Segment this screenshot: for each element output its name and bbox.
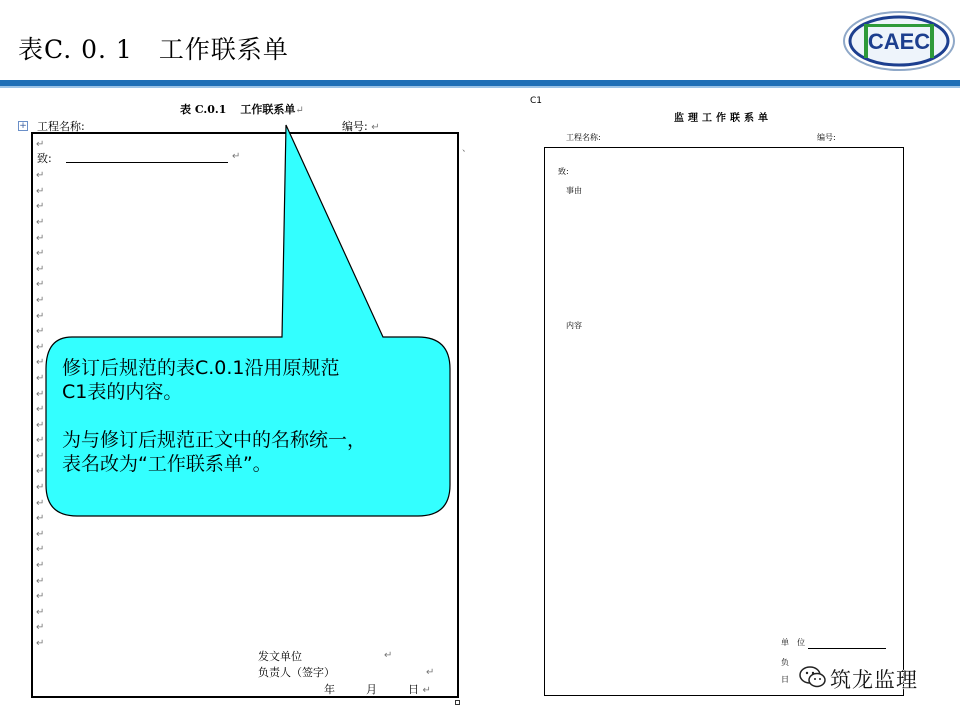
paragraph-marks: ↵ ↵ ↵ ↵ ↵ ↵ ↵ ↵ ↵ ↵ ↵ ↵ ↵ ↵ ↵ ↵ ↵ ↵ ↵ ↵ ↵ ↵ ↵ ↵ ↵ ↵ ↵ ↵ ↵ ↵ ↵ ↵	[36, 139, 45, 649]
callout-line-1: 修订后规范的表C.0.1沿用原规范	[62, 357, 340, 379]
right-unit-label: 单 位	[781, 638, 805, 647]
left-form-name: 工作联系单	[240, 103, 296, 116]
watermark-text: 筑龙监理	[830, 668, 918, 692]
right-number-label: 编号:	[817, 133, 836, 142]
left-project-label: 工程名称:	[37, 120, 85, 133]
right-content-label: 内容	[566, 321, 582, 330]
left-date-month: 月	[366, 683, 377, 696]
callout-line-3: 为与修订后规范正文中的名称统一，	[62, 429, 367, 451]
return-mark: ↵	[232, 151, 241, 162]
callout-text	[62, 356, 442, 476]
left-form-code: 表 C.0.1	[180, 103, 227, 116]
left-sign-unit: 发文单位	[258, 650, 302, 663]
left-date-year: 年	[324, 683, 335, 696]
return-mark: ↵	[371, 122, 380, 133]
wechat-icon	[798, 664, 828, 690]
return-mark: ↵	[422, 685, 431, 696]
table-move-handle-icon[interactable]: +	[19, 121, 27, 131]
right-date-label: 日	[781, 675, 789, 684]
right-reason-label: 事由	[566, 186, 582, 195]
slide-title: 表C. 0. 1 工作联系单	[18, 35, 289, 64]
return-mark: ↵	[426, 667, 435, 678]
right-form-title: 监理工作联系单	[674, 113, 772, 124]
return-mark: ↵	[295, 105, 304, 116]
right-head-label: 负	[781, 658, 789, 667]
left-date-day: 日	[408, 683, 419, 696]
left-sign-person: 负责人（签字）	[258, 666, 335, 679]
callout-line-2: C1表的内容。	[62, 381, 183, 403]
right-to-label: 致:	[558, 167, 569, 176]
left-number-text: 编号:	[342, 120, 368, 133]
logo-text: CAEC	[867, 29, 931, 54]
return-mark: ↵	[384, 650, 393, 661]
right-project-label: 工程名称:	[566, 133, 601, 142]
callout-line-4: 表名改为“工作联系单”。	[62, 453, 272, 475]
left-to-label: 致:	[37, 152, 52, 165]
right-form-code: C1	[530, 96, 543, 106]
corner-mark: 、	[462, 144, 472, 154]
